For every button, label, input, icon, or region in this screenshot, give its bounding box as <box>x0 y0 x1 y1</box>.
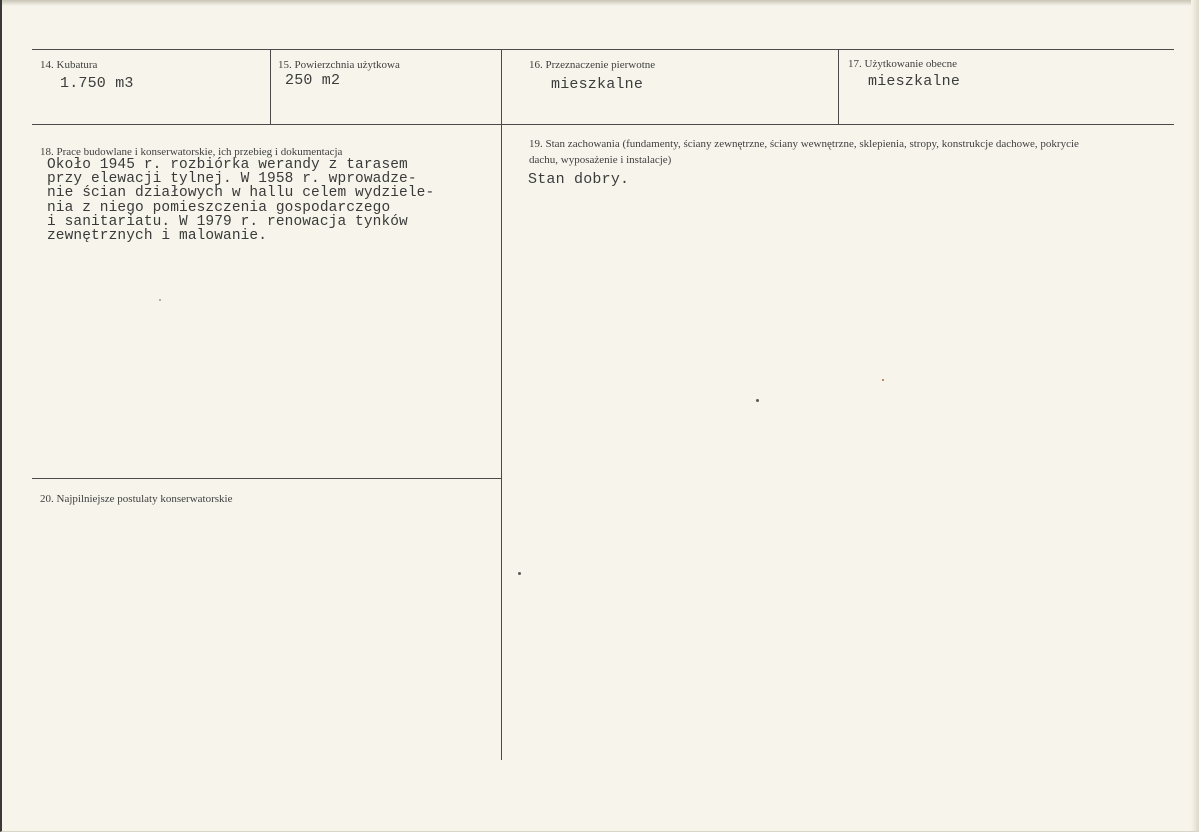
field-20-label: 20. Najpilniejsze postulaty konserwatorskie <box>40 493 233 505</box>
card-right-edge <box>1191 0 1199 832</box>
field-18-line: przy elewacji tylnej. W 1958 r. wprowadze- <box>47 171 417 188</box>
paper-speck <box>518 572 521 575</box>
field-17-label: 17. Użytkowanie obecne <box>848 58 958 70</box>
field-16-label: 16. Przeznaczenie pierwotne <box>529 59 656 71</box>
field-19-value: Stan dobry. <box>528 171 630 188</box>
field-15-label: 15. Powierzchnia użytkowa <box>278 59 400 71</box>
section-18-bottom-rule <box>32 478 501 479</box>
field-18-line: nia z niego pomieszczenia gospodarczego <box>47 199 391 216</box>
field-15-value: 250 m2 <box>285 72 341 89</box>
field-18-line: Około 1945 r. rozbiórka werandy z tarasem <box>47 157 408 173</box>
field-14-label: 14. Kubatura <box>40 59 98 71</box>
field-16-value: mieszkalne <box>551 76 644 93</box>
top-row-top-rule <box>32 49 1174 50</box>
main-column-divider <box>501 124 502 760</box>
paper-speck <box>882 379 884 381</box>
top-row-bottom-rule <box>32 124 1174 125</box>
field-18-line: zewnętrznych i malowanie. <box>47 228 268 245</box>
field-19-label: 19. Stan zachowania (fundamenty, ściany zewnętrzne, ściany wewnętrzne, sklepienia, stropy, konstrukcje dachowe, pokrycie dachu, wyposażenie i instalacje) <box>529 138 1079 166</box>
paper-speck <box>756 399 759 402</box>
field-17-value: mieszkalne <box>868 73 961 90</box>
field-18-text <box>47 158 434 243</box>
field-18-label: 18. Prace budowlane i konserwatorskie, ich przebieg i dokumentacja <box>40 146 343 158</box>
divider-14-15 <box>270 49 271 124</box>
card-top-edge <box>2 0 1199 6</box>
field-14-value: 1.750 m3 <box>60 75 134 92</box>
field-18-line: nie ścian działowych w hallu celem wydziele- <box>47 185 435 202</box>
paper-speck <box>159 299 161 301</box>
divider-16-17 <box>838 49 839 124</box>
divider-15-16 <box>501 49 502 124</box>
field-18-line: i sanitariatu. W 1979 r. renowacja tynków <box>47 213 408 230</box>
